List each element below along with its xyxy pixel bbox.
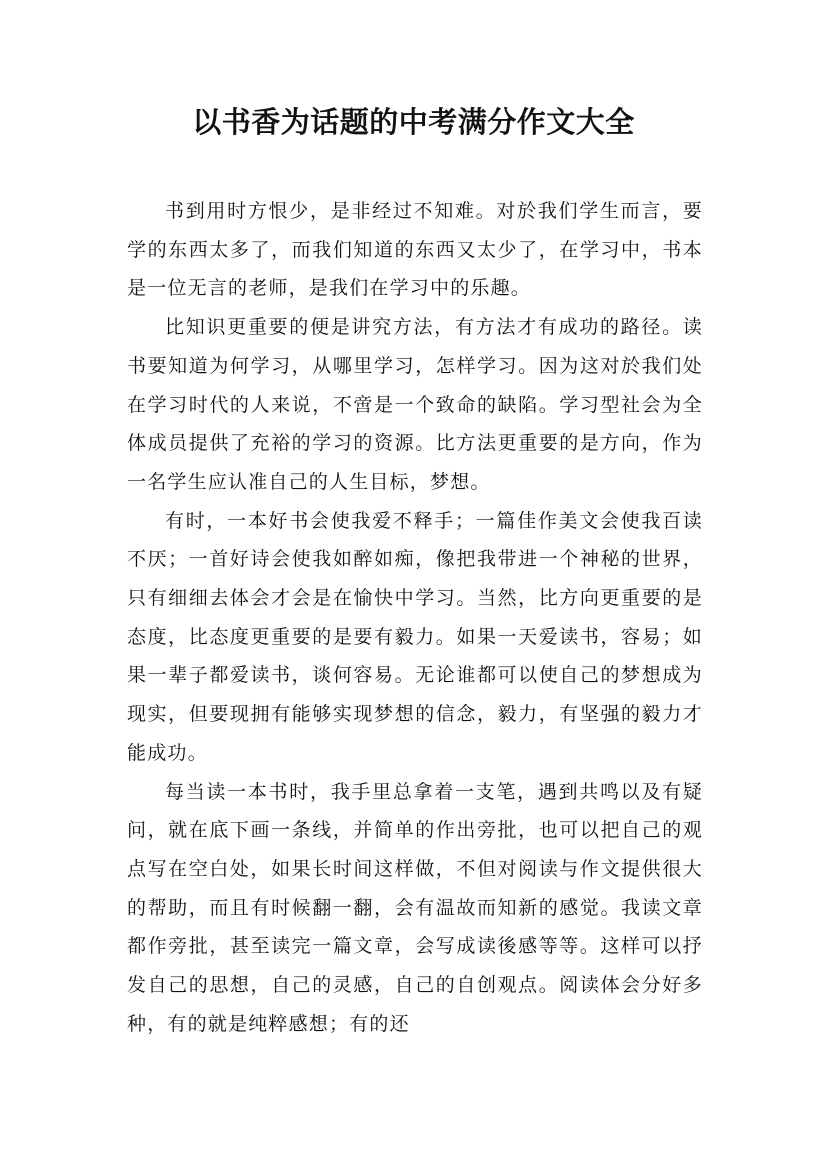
- paragraph-3: 有时，一本好书会使我爱不释手；一篇佳作美文会使我百读不厌；一首好诗会使我如醉如痴，像把我带进一个神秘的世界，只有细细去体会才会是在愉快中学习。当然，比方向更重要的是态度，比态度更重要的是要有毅力。如果一天爱读书，容易；如果一辈子都爱读书，谈何容易。无论谁都可以使自己的梦想成为现实，但要现拥有能够实现梦想的信念，毅力，有坚强的毅力才能成功。: [127, 509, 703, 764]
- paragraph-4: 每当读一本书时，我手里总拿着一支笔，遇到共鸣以及有疑问，就在底下画一条线，并简单的作出旁批，也可以把自己的观点写在空白处，如果长时间这样做，不但对阅读与作文提供很大的帮助，而且有时候翻一翻，会有温故而知新的感觉。我读文章都作旁批，甚至读完一篇文章，会写成读後感等等。这样可以抒发自己的思想，自己的灵感，自己的自创观点。阅读体会分好多种，有的就是纯粹感想；有的还: [127, 780, 703, 1035]
- document-title: 以书香为话题的中考满分作文大全: [192, 105, 635, 139]
- paragraph-1: 书到用时方恨少，是非经过不知难。对於我们学生而言，要学的东西太多了，而我们知道的东西又太少了，在学习中，书本是一位无言的老师，是我们在学习中的乐趣。: [127, 200, 703, 300]
- paragraph-2: 比知识更重要的便是讲究方法，有方法才有成功的路径。读书要知道为何学习，从哪里学习，怎样学习。因为这对於我们处在学习时代的人来说，不啻是一个致命的缺陷。学习型社会为全体成员提供了充裕的学习的资源。比方法更重要的是方向，作为一名学生应认准自己的人生目标，梦想。: [127, 316, 703, 493]
- document-body: [127, 192, 703, 1043]
